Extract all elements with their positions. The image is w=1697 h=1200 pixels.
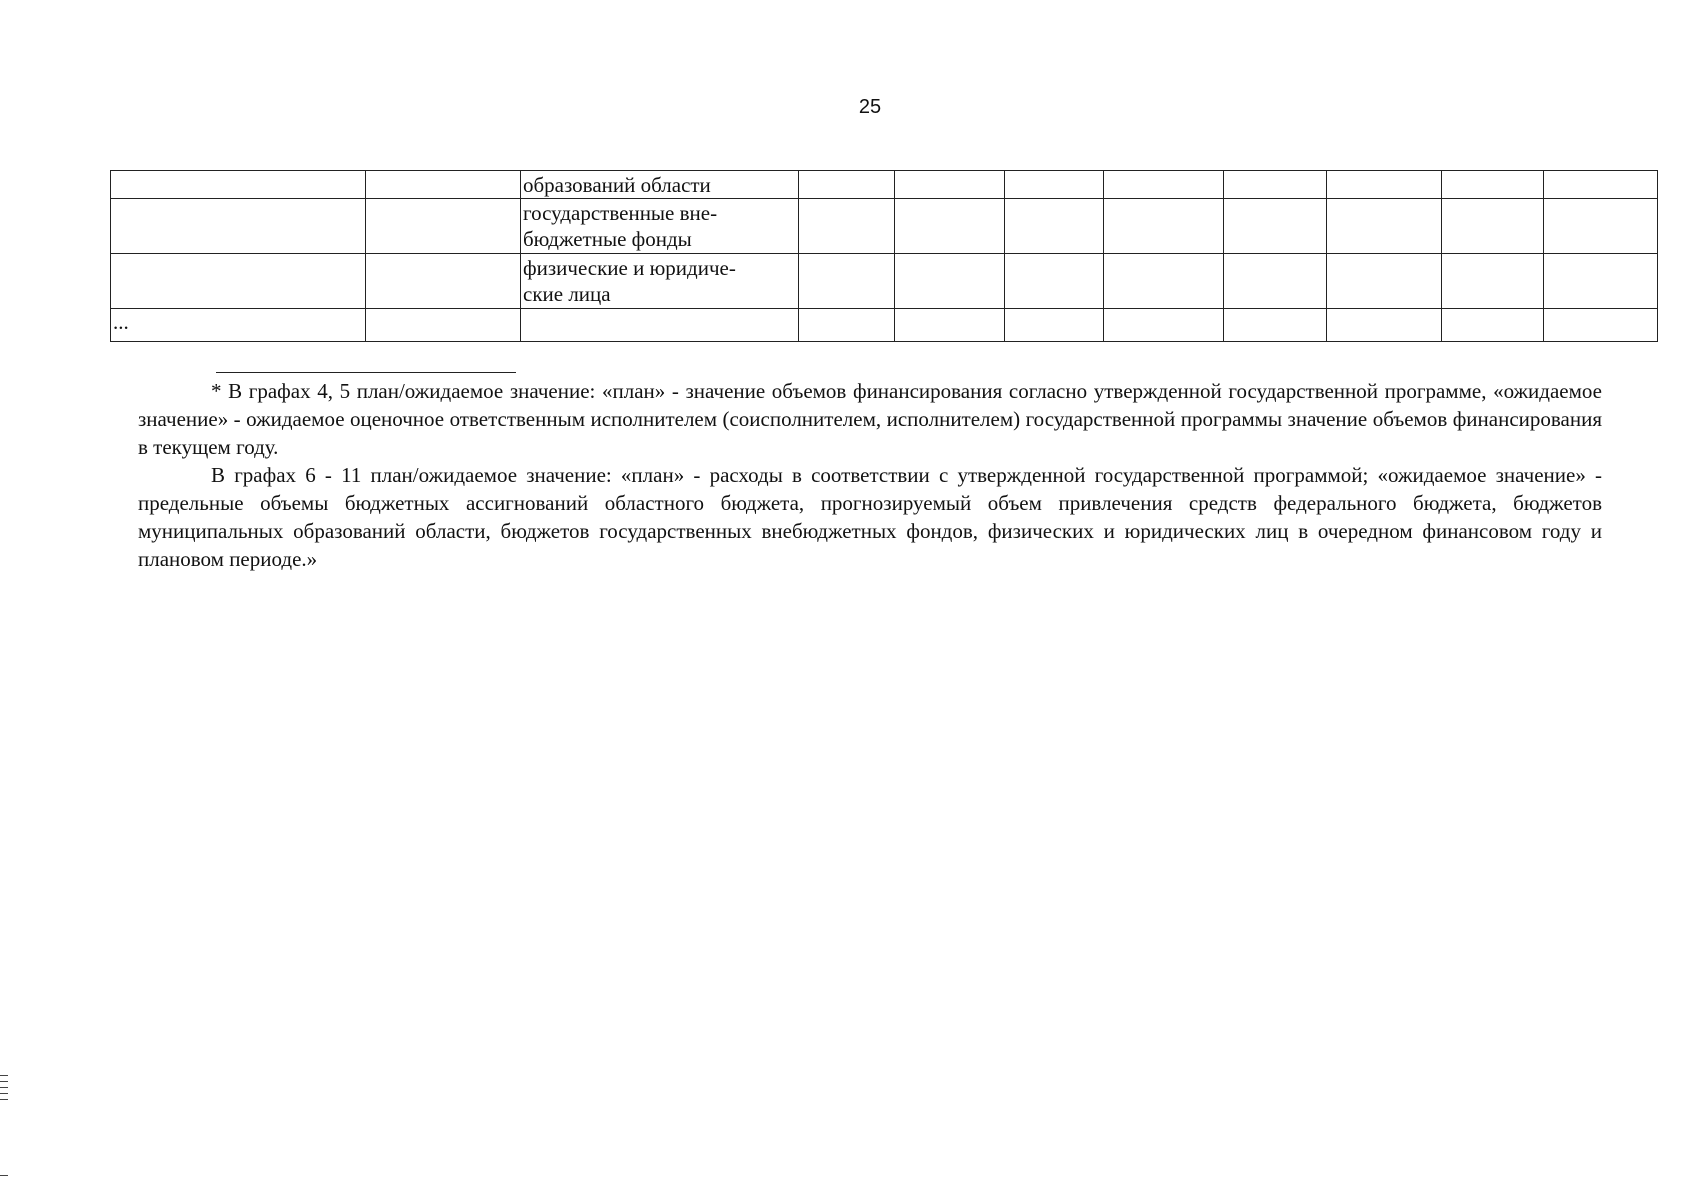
table-cell (1005, 254, 1104, 309)
table-cell (1544, 254, 1658, 309)
footnote-paragraph: * В графах 4, 5 план/ожидаемое значение: «план» - значение объемов финансирования согласно утвержденной государственной программе, «ожидаемое значение» - ожидаемое оценочное ответственным исполнителем (соисполнителем, исполнителем) государственной программы значение объемов финансирования в текущем году. (138, 379, 1602, 459)
table-cell (895, 171, 1005, 199)
table-cell (799, 254, 895, 309)
table-cell (1224, 254, 1327, 309)
table-cell (1104, 309, 1224, 342)
table-cell (1442, 254, 1544, 309)
table-cell (1104, 254, 1224, 309)
table-cell (1224, 309, 1327, 342)
table-cell (1327, 254, 1442, 309)
table-cell (895, 254, 1005, 309)
funding-source-label: образований области (521, 171, 799, 199)
table-cell (895, 309, 1005, 342)
table-cell (111, 254, 366, 309)
table-cell (1544, 171, 1658, 199)
table-cell (1224, 199, 1327, 254)
table-cell (1005, 199, 1104, 254)
table-cell (1442, 199, 1544, 254)
table-cell (799, 309, 895, 342)
ellipsis-cell: ... (111, 309, 366, 342)
footnote-separator (216, 372, 516, 373)
table-cell (1327, 171, 1442, 199)
table-cell (366, 199, 521, 254)
funding-source-label: физические и юридиче- ские лица (521, 254, 799, 309)
footnote-paragraph: В графах 6 - 11 план/ожидаемое значение: «план» - расходы в соответствии с утвержденной государственной программой; «ожидаемое значение» - предельные объемы бюджетных ассигнований областного бюджета, прогнозируемый объем привлечения средств федерального бюджета, бюджетов муниципальных образований области, бюджетов государственных внебюджетных фондов, физических и юридических лиц в очередном финансовом году и плановом периоде.» (138, 463, 1602, 571)
table-cell (1104, 199, 1224, 254)
funding-source-label: государственные вне- бюджетные фонды (521, 199, 799, 254)
table-cell (1442, 309, 1544, 342)
table-cell (366, 309, 521, 342)
table-cell (799, 199, 895, 254)
table-cell (1224, 171, 1327, 199)
table-row (111, 309, 1658, 342)
table-row (111, 199, 1658, 254)
table-cell (895, 199, 1005, 254)
table-cell (521, 309, 799, 342)
table-cell (1005, 309, 1104, 342)
page-number: 25 (858, 96, 882, 118)
financing-table (110, 170, 1658, 342)
table-cell (1442, 171, 1544, 199)
table-cell (799, 171, 895, 199)
table-cell (1104, 171, 1224, 199)
table-row (111, 254, 1658, 309)
table-cell (111, 199, 366, 254)
table-cell (366, 254, 521, 309)
footnote (138, 377, 1602, 573)
table-cell (1544, 309, 1658, 342)
table-cell (1327, 199, 1442, 254)
table-row (111, 171, 1658, 199)
table-cell (111, 171, 366, 199)
scan-edge-marks (0, 1075, 10, 1185)
table-cell (1005, 171, 1104, 199)
table-cell (1544, 199, 1658, 254)
table-cell (366, 171, 521, 199)
table-cell (1327, 309, 1442, 342)
